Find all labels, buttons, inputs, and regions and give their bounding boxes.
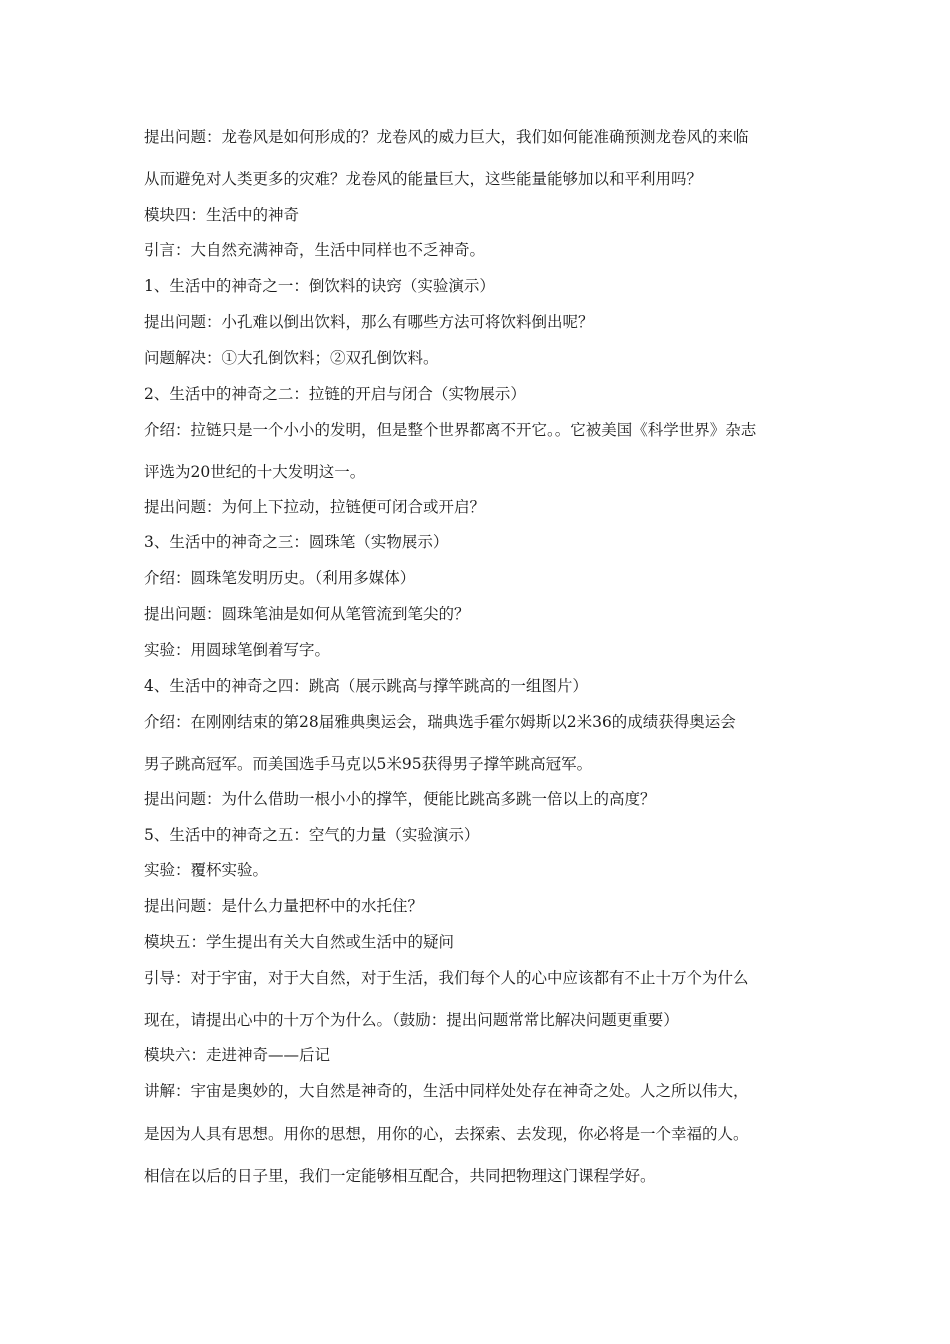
list-item-heading: 2、生活中的神奇之二：拉链的开启与闭合（实物展示） xyxy=(144,385,526,403)
paragraph-line: 现在，请提出心中的十万个为什么。（鼓励：提出问题常常比解决问题更重要） xyxy=(144,1011,679,1029)
paragraph-line: 提出问题：小孔难以倒出饮料，那么有哪些方法可将饮料倒出呢？ xyxy=(144,313,594,331)
paragraph-line: 提出问题：为何上下拉动，拉链便可闭合或开启？ xyxy=(144,498,486,516)
paragraph-line: 讲解：宇宙是奥妙的，大自然是神奇的，生活中同样处处存在神奇之处。人之所以伟大， xyxy=(144,1082,749,1100)
paragraph-line: 引导：对于宇宙，对于大自然，对于生活，我们每个人的心中应该都有不止十万个为什么 xyxy=(144,969,749,987)
list-item-heading: 1、生活中的神奇之一：倒饮料的诀窍（实验演示） xyxy=(144,277,495,295)
paragraph-line: 提出问题：是什么力量把杯中的水托住？ xyxy=(144,897,424,915)
paragraph-line: 评选为20世纪的十大发明这一。 xyxy=(144,463,366,481)
paragraph-line: 提出问题：圆珠笔油是如何从笔管流到笔尖的？ xyxy=(144,605,470,623)
paragraph-line: 实验：覆杯实验。 xyxy=(144,861,269,879)
paragraph-line: 介绍：在刚刚结束的第28届雅典奥运会，瑞典选手霍尔姆斯以2米36的成绩获得奥运会 xyxy=(144,713,736,731)
paragraph-line: 提出问题：为什么借助一根小小的撑竿，便能比跳高多跳一倍以上的高度？ xyxy=(144,790,656,808)
paragraph-line: 实验：用圆球笔倒着写字。 xyxy=(144,641,331,659)
paragraph-line: 提出问题：龙卷风是如何形成的？龙卷风的威力巨大，我们如何能准确预测龙卷风的来临 xyxy=(144,128,749,146)
paragraph-line: 是因为人具有思想。用你的思想，用你的心，去探索、去发现，你必将是一个幸福的人。 xyxy=(144,1125,749,1143)
paragraph-line: 问题解决：①大孔倒饮料；②双孔倒饮料。 xyxy=(144,349,439,367)
paragraph-line: 相信在以后的日子里，我们一定能够相互配合，共同把物理这门课程学好。 xyxy=(144,1167,656,1185)
list-item-heading: 5、生活中的神奇之五：空气的力量（实验演示） xyxy=(144,826,480,844)
list-item-heading: 4、生活中的神奇之四：跳高（展示跳高与撑竿跳高的一组图片） xyxy=(144,677,588,695)
section-heading: 模块四：生活中的神奇 xyxy=(144,206,300,224)
paragraph-line: 引言：大自然充满神奇，生活中同样也不乏神奇。 xyxy=(144,241,486,259)
paragraph-line: 男子跳高冠军。而美国选手马克以5米95获得男子撑竿跳高冠军。 xyxy=(144,755,593,773)
paragraph-line: 介绍：圆珠笔发明历史。（利用多媒体） xyxy=(144,569,416,587)
section-heading: 模块五：学生提出有关大自然或生活中的疑问 xyxy=(144,933,455,951)
section-heading: 模块六：走进神奇——后记 xyxy=(144,1046,331,1064)
paragraph-line: 从而避免对人类更多的灾难？龙卷风的能量巨大，这些能量能够加以和平利用吗？ xyxy=(144,170,703,188)
paragraph-line: 介绍：拉链只是一个小小的发明，但是整个世界都离不开它。。它被美国《科学世界》杂志 xyxy=(144,421,757,439)
list-item-heading: 3、生活中的神奇之三：圆珠笔（实物展示） xyxy=(144,533,449,551)
